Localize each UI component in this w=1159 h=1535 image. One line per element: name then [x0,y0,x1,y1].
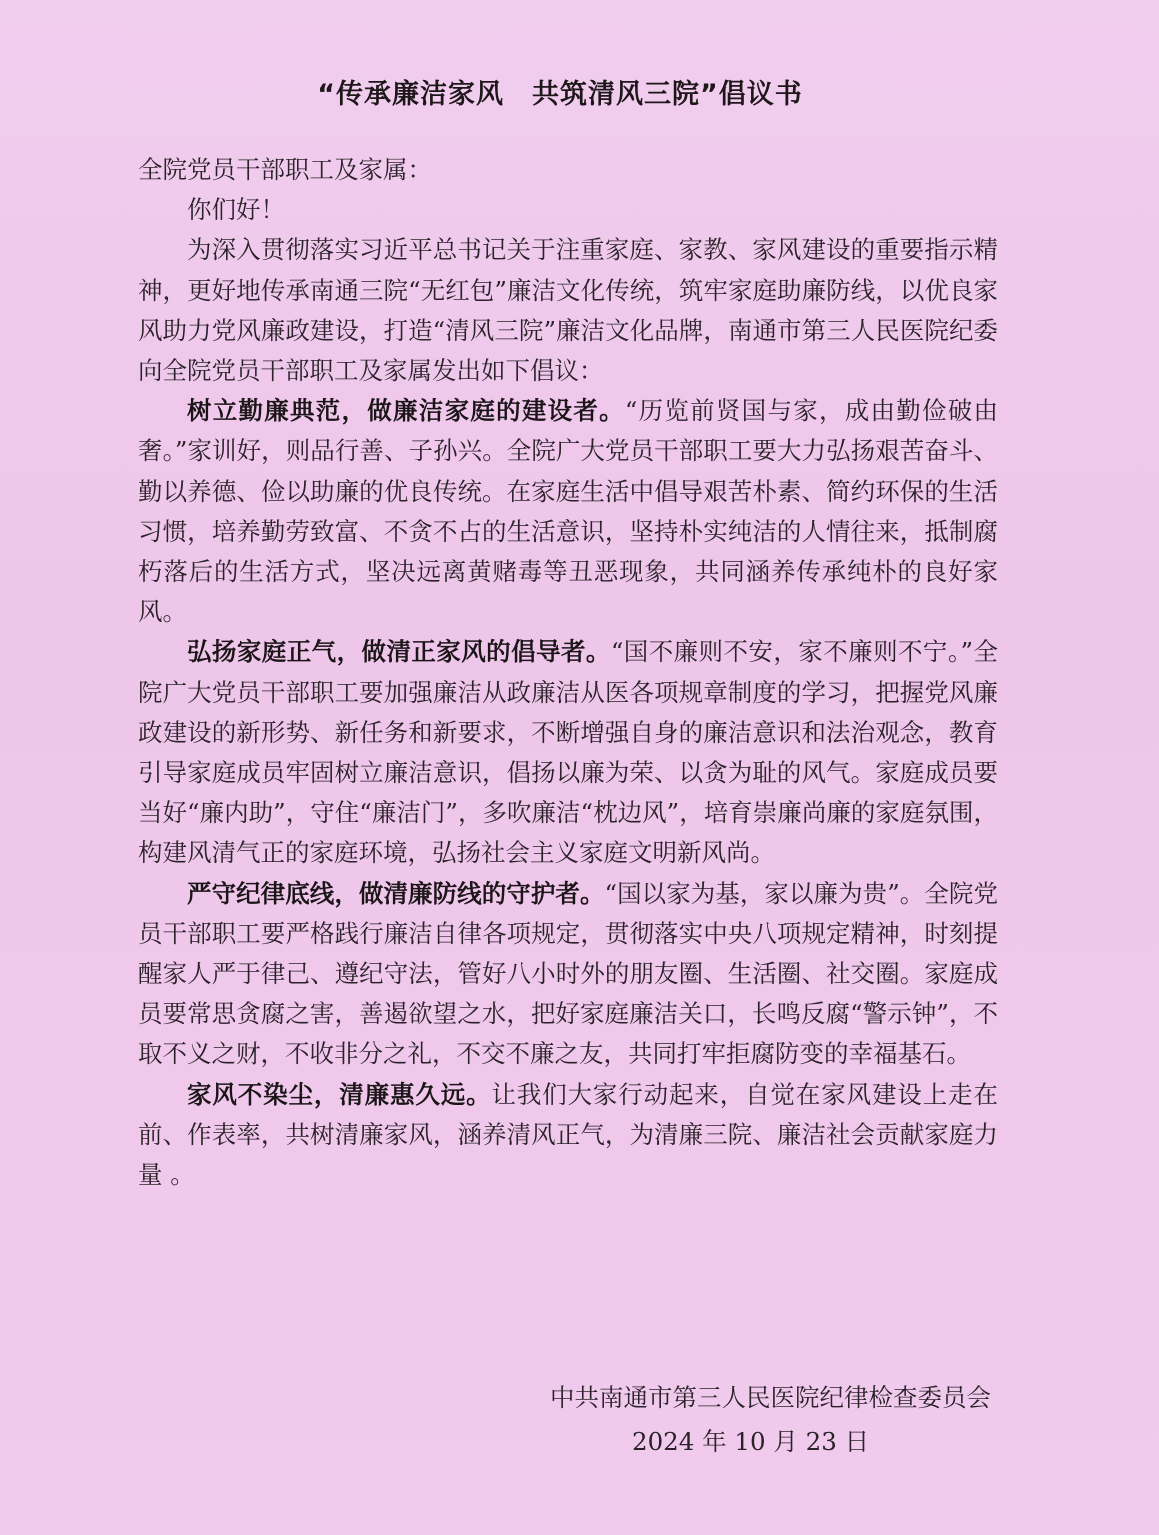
document-title: “传承廉洁家风 共筑清风三院”倡议书 [317,79,803,110]
section-lead-4: 家风不染尘，清廉惠久远。 [187,1079,492,1109]
section-text-3: “国以家为基，家以廉为贵”。全院党员干部职工要严格践行廉洁自律各项规定，贯彻落实中央八项规定精神，时刻提醒家人严于律己、遵纪守法，管好八小时外的朋友圈、生活圈、社交圈。家庭成员要常思贪腐之害，善遏欲望之水，把好家庭廉洁关口，长鸣反腐“警示钟”，不取不义之财，不收非分之礼，不交不廉之友，共同打牢拒腐防变的幸福基石。 [138,878,998,1069]
section-paragraph-3 [138,874,998,1075]
section-lead-1: 树立勤廉典范，做廉洁家庭的建设者。 [187,396,625,426]
intro-paragraph: 为深入贯彻落实习近平总书记关于注重家庭、家教、家风建设的重要指示精神，更好地传承南通三院“无红包”廉洁文化传统，筑牢家庭助廉防线，以优良家风助力党风廉政建设，打造“清风三院”廉洁文化品牌，南通市第三人民医院纪委向全院党员干部职工及家属发出如下倡议： [138,235,998,386]
greeting: 你们好！ [187,195,285,225]
section-lead-3: 严守纪律底线，做清廉防线的守护者。 [187,878,605,908]
section-text-4: 让我们大家行动起来，自觉在家风建设上走在前、作表率，共树清廉家风，涵养清风正气，为清廉三院、廉洁社会贡献家庭力量 。 [138,1079,998,1190]
document-date: 2024 年 10 月 23 日 [632,1427,870,1456]
section-lead-2: 弘扬家庭正气，做清正家风的倡导者。 [187,637,611,667]
salutation: 全院党员干部职工及家属： [138,155,432,184]
signature: 中共南通市第三人民医院纪律检查委员会 [550,1383,991,1412]
section-text-1: “历览前贤国与家，成由勤俭破由奢。”家训好，则品行善、子孙兴。全院广大党员干部职工要大力弘扬艰苦奋斗、勤以养德、俭以助廉的优良传统。在家庭生活中倡导艰苦朴素、简约环保的生活习惯，培养勤劳致富、不贪不占的生活意识，坚持朴实纯洁的人情往来，抵制腐朽落后的生活方式，坚决远离黄赌毒等丑恶现象，共同涵养传承纯朴的良好家风。 [138,396,998,627]
section-text-2: “国不廉则不安，家不廉则不宁。”全院广大党员干部职工要加强廉洁从政廉洁从医各项规章制度的学习，把握党风廉政建设的新形势、新任务和新要求，不断增强自身的廉洁意识和法治观念，教育引导家庭成员牢固树立廉洁意识，倡扬以廉为荣、以贪为耻的风气。家庭成员要当好“廉内助”，守住“廉洁门”，多吹廉洁“枕边风”，培育崇廉尚廉的家庭氛围，构建风清气正的家庭环境，弘扬社会主义家庭文明新风尚。 [138,637,998,868]
section-paragraph-1 [138,391,998,632]
document-body [138,150,998,1195]
section-paragraph-4 [138,1075,998,1196]
section-paragraph-2 [138,632,998,873]
